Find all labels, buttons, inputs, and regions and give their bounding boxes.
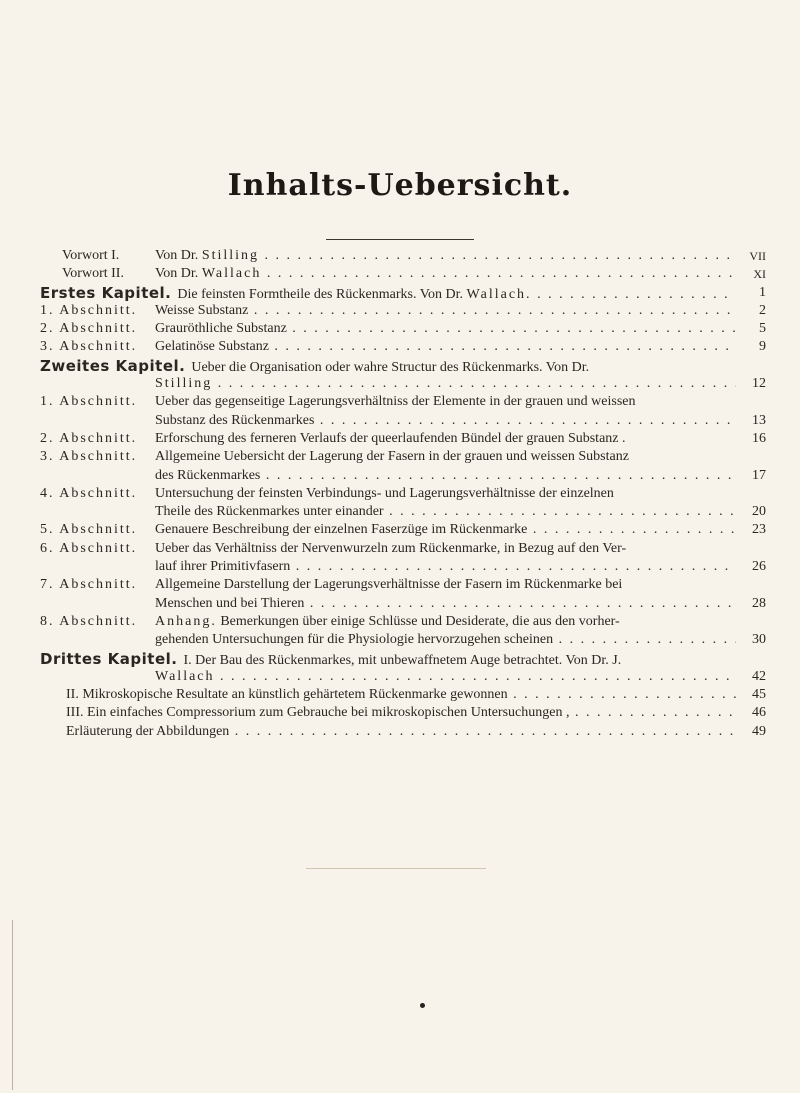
page-number: 12 [752,376,766,392]
page-number: 13 [752,412,766,428]
entry-text-cont: Substanz des Rückenmarkes . . . [155,412,736,430]
entry-text: Von Dr. Stilling . . . [155,247,736,265]
title-rule [326,239,474,240]
page-title: Inhalts-Uebersicht. [227,168,573,203]
entry-label: 2. Abschnitt. [40,430,138,446]
page-number: 49 [752,723,766,739]
page-number: 28 [752,595,766,611]
toc-entry-vorwort-1[interactable] [40,247,766,265]
entry-label: 5. Abschnitt. [40,522,138,538]
toc-chapter-1[interactable] [40,284,766,302]
entry-text-cont: Menschen und bei Thieren . . . [155,595,736,613]
entry-label: 2. Abschnitt. [40,321,138,337]
toc-entry-vorwort-2[interactable] [40,265,766,283]
chapter-author: Wallach . . . [155,668,736,686]
entry-text-cont: des Rückenmarkes . . . [155,467,736,485]
toc-entry[interactable] [40,686,766,704]
entry-label: 4. Abschnitt. [40,485,138,501]
entry-text: Erforschung des ferneren Verlaufs der queerlaufenden Bündel der grauen Substanz . [155,430,626,446]
entry-label: 3. Abschnitt. [40,449,138,465]
toc-entry[interactable] [40,704,766,722]
toc-entry[interactable] [40,320,766,338]
chapter-author: Stilling . . . [155,375,736,393]
entry-label: 7. Abschnitt. [40,577,138,593]
entry-text-cont: Theile des Rückenmarkes unter einander . . . [155,503,736,521]
entry-text-cont: lauf ihrer Primitivfasern . . . [155,558,736,576]
entry-label: Vorwort I. [62,248,120,263]
entry-text: Ueber das Verhältniss der Nervenwurzeln zum Rückenmarke, in Bezug auf den Ver- [155,540,627,556]
toc-entry[interactable] [40,448,766,485]
entry-text: Erläuterung der Abbildungen . . . [40,723,736,741]
chapter-heading: Zweites Kapitel. [40,356,186,375]
entry-text: Gelatinöse Substanz . . . [155,338,736,356]
toc-entry[interactable] [40,613,766,650]
entry-text: II. Mikroskopische Resultate an künstlich gehärtetem Rückenmarke gewonnen . . . [40,686,736,704]
toc-chapter-3[interactable] [40,650,766,668]
page-number: XI [753,267,766,282]
toc-entry[interactable] [40,302,766,320]
page-number: VII [749,249,766,263]
toc-chapter-2[interactable] [40,357,766,375]
page-number: 1 [759,284,766,300]
entry-text: Untersuchung der feinsten Verbindungs- und Lagerungsverhältnisse der einzelnen [155,485,614,501]
chapter-heading: Drittes Kapitel. [40,649,178,668]
page-number: 46 [752,705,766,721]
toc-entry[interactable] [40,540,766,577]
entry-text: Anhang. Bemerkungen über einige Schlüsse und Desiderate, die aus den vorher- [155,613,620,629]
entry-label: Vorwort II. [62,266,124,282]
entry-text: III. Ein einfaches Compressorium zum Gebrauche bei mikroskopischen Untersuchungen , . . . [40,704,736,722]
entry-text: Weisse Substanz . . . [155,302,736,320]
entry-label: 3. Abschnitt. [40,339,138,355]
chapter-heading-line: Erstes Kapitel. Die feinsten Formtheile des Rückenmarks. Von Dr. Wallach. . . . [40,284,736,304]
page-number: 23 [752,522,766,538]
toc-entry[interactable] [40,723,766,741]
page-number: 45 [752,687,766,703]
toc-chapter-2-author[interactable] [40,375,766,393]
entry-label: 6. Abschnitt. [40,540,138,556]
chapter-heading-line: Zweites Kapitel. Ueber die Organisation oder wahre Structur des Rückenmarks. Von Dr. [40,356,590,375]
page-number: 30 [752,632,766,648]
page-edge [12,920,13,1090]
page-number: 20 [752,504,766,520]
toc-entry[interactable] [40,485,766,522]
toc-entry[interactable] [40,430,766,448]
entry-text: Allgemeine Darstellung der Lagerungsverhältnisse der Fasern im Rückenmarke bei [155,577,623,593]
toc-entry[interactable] [40,576,766,613]
ink-dot [420,1003,425,1008]
page-mark [306,868,486,869]
page-number: 9 [759,339,766,355]
page-number: 42 [752,668,766,684]
page-number: 26 [752,559,766,575]
entry-label: 1. Abschnitt. [40,302,138,318]
toc-entry[interactable] [40,338,766,356]
chapter-heading-line: Drittes Kapitel. I. Der Bau des Rückenmarkes, mit unbewaffnetem Auge betrachtet. Von Dr. J. [40,649,622,668]
entry-text-cont: gehenden Untersuchungen für die Physiologie hervorzugehen scheinen . . . [155,631,736,649]
table-of-contents [40,247,766,741]
chapter-heading: Erstes Kapitel. [40,283,172,302]
toc-entry[interactable] [40,521,766,539]
toc-chapter-3-author[interactable] [40,668,766,686]
page-number: 2 [759,302,766,318]
entry-text: Allgemeine Uebersicht der Lagerung der Fasern in der grauen und weissen Substanz [155,449,629,465]
page-number: 5 [759,321,766,337]
toc-entry[interactable] [40,393,766,430]
entry-text: Von Dr. Wallach . . . [155,265,736,283]
page-number: 17 [752,467,766,483]
entry-text: Grauröthliche Substanz . . . [155,320,736,338]
entry-text: Genauere Beschreibung der einzelnen Faserzüge im Rückenmarke . . . [155,521,736,539]
entry-text: Ueber das gegenseitige Lagerungsverhältniss der Elemente in der grauen und weissen [155,394,636,410]
entry-label: 1. Abschnitt. [40,394,138,410]
page-number: 16 [752,430,766,446]
entry-label: 8. Abschnitt. [40,613,138,629]
